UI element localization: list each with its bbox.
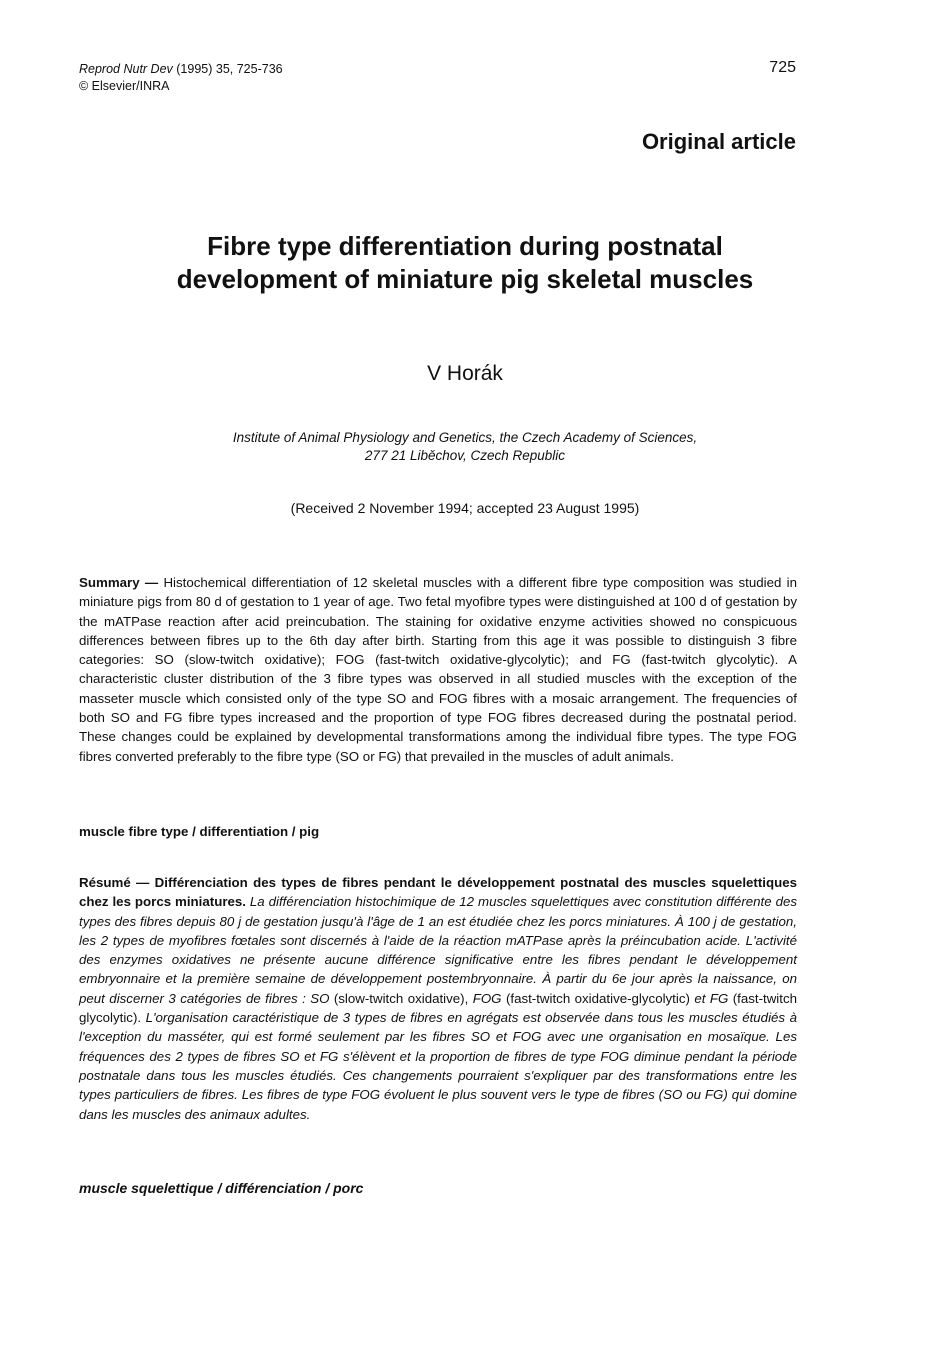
- resume-text-7: L'organisation caractéristique de 3 types de fibres en agrégats est observée dans tous les muscles étudiés à l'exception du masséter, qui est formé seulement par les fibres SO et FOG avec une organisation en mosaïque. Les fréquences des 2 types de fibres SO et FG s'élèvent et la proportion de fibres de type FOG diminue pendant la période postnatale dans tous les muscles étudiés. Ces changements pourraient s'expliquer par des transformations entre les types particuliers de fibres. Les fibres de type FOG évoluent le plus souvent vers le type de fibres (SO ou FG) qui domine dans les muscles des animaux adultes.: [79, 1010, 797, 1122]
- section-label: Original article: [641, 129, 796, 154]
- resume-paragraph: [79, 873, 797, 1124]
- resume-text-6: (fast-twitch glycolytic).: [79, 990, 797, 1026]
- summary-text: Histochemical differentiation of 12 skeletal muscles with a different fibre type composition was studied in miniature pigs from 80 d of gestation to 1 year of age. Two fetal myofibre types were distinguished at 100 d of gestation by the mATPase reaction after acid preincubation. The staining for oxidative enzyme activities showed no conspicuous differences between fibres up to the 6th day after birth. Starting from this age it was possible to distinguish 3 fibre categories: SO (slow-twitch oxidative); FOG (fast-twitch oxidative-glycolytic); and FG (fast-twitch glycolytic). A characteristic cluster distribution of the 3 fibre types was observed in all studied muscles with the exception of the masseter muscle which consisted only of the type SO and FOG fibres with a mosaic arrangement. The frequencies of both SO and FG fibre types increased and the proportion of type FOG fibres decreased during the postnatal period. These changes could be explained by developmental transformations among the individual fibre types. The type FOG fibres converted preferably to the fibre type (SO or FG) that prevailed in the muscles of adult animals.: [79, 575, 797, 764]
- resume-text-5: et FG: [694, 990, 729, 1006]
- resume-label: Résumé — Différenciation des types de fibres pendant le développement postnatal des muscles squelettiques chez les porcs miniatures.: [79, 875, 797, 910]
- summary-label: Summary —: [79, 575, 159, 590]
- journal-header: [79, 61, 283, 95]
- resume-text-4: (fast-twitch oxidative-glycolytic): [501, 990, 695, 1006]
- author-name: V Horák: [427, 362, 503, 385]
- copyright-line: © Elsevier/INRA: [79, 79, 170, 93]
- affiliation-line-1: Institute of Animal Physiology and Genetics, the Czech Academy of Sciences,: [232, 430, 698, 445]
- affiliation-line-2: 277 21 Liběchov, Czech Republic: [364, 448, 566, 463]
- keywords-french: muscle squelettique / différenciation / porc: [79, 1180, 364, 1196]
- keywords-english: muscle fibre type / differentiation / pig: [79, 824, 320, 839]
- journal-name: Reprod Nutr Dev: [79, 62, 173, 76]
- summary-paragraph: [79, 573, 797, 766]
- title-line-1: Fibre type differentiation during postnatal: [207, 231, 723, 261]
- received-dates: (Received 2 November 1994; accepted 23 August 1995): [290, 500, 640, 516]
- resume-text-3: FOG: [472, 990, 502, 1006]
- page-number: 725: [769, 59, 796, 76]
- title-line-2: development of miniature pig skeletal muscles: [176, 264, 754, 294]
- resume-text-2: (slow-twitch oxidative),: [329, 990, 473, 1006]
- resume-text-1: La différenciation histochimique de 12 muscles squelettiques avec constitution différente des types des fibres depuis 80 j de gestation jusqu'à l'âge de 1 an est étudiée chez les porcs miniatures. À 100 j de gestation, les 2 types de myofibres fœtales sont discernés à l'aide de la réaction mATPase après la préincubation acide. L'activité des enzymes oxidatives ne présente aucune différence significative entre les fibres pendant le développement embryonnaire et la première semaine de développement postembryonnaire. À partir du 6e jour après la naissance, on peut discerner 3 catégories de fibres : SO: [79, 894, 798, 1006]
- journal-citation: (1995) 35, 725-736: [172, 62, 283, 76]
- article-title: [80, 230, 850, 296]
- affiliation: [80, 429, 850, 465]
